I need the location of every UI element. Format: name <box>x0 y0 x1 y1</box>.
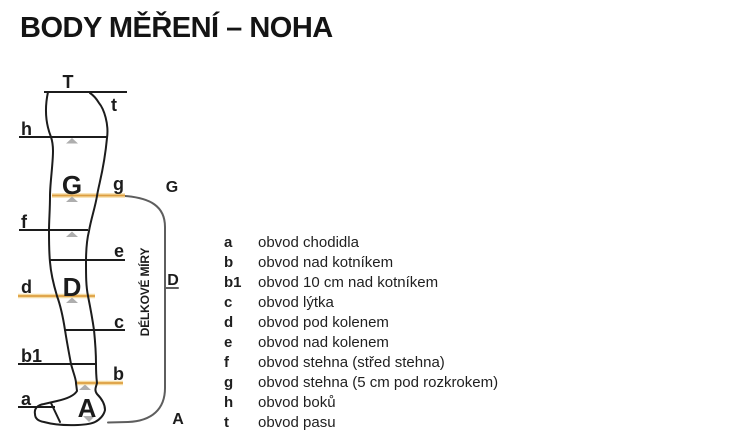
label-f: f <box>21 212 27 232</box>
label-b1: b1 <box>21 346 43 366</box>
legend-text: obvod stehna (střed stehna) <box>258 354 445 371</box>
legend-key: c <box>224 294 233 311</box>
legend-row-e <box>224 333 544 353</box>
legend-key: e <box>224 334 233 351</box>
legend-text: obvod lýtka <box>258 294 334 311</box>
legend-row-f <box>224 353 544 373</box>
legend-key: t <box>224 414 229 431</box>
legend-text: obvod chodidla <box>258 234 359 251</box>
legend-key: a <box>224 234 233 251</box>
marker-triangle-f <box>66 232 78 238</box>
marker-triangle-h <box>66 138 78 144</box>
legend-row-c <box>224 293 544 313</box>
label-t: t <box>111 95 117 115</box>
label-e: e <box>114 241 125 261</box>
label-b: b <box>113 364 124 384</box>
legend-row-t <box>224 413 544 433</box>
legend-key: h <box>224 394 234 411</box>
legend-text: obvod nad kotníkem <box>258 254 394 271</box>
legend-row-d <box>224 313 544 333</box>
label-D-right: D <box>167 272 179 289</box>
legend-text: obvod pod kolenem <box>258 314 389 331</box>
label-g: g <box>113 174 124 194</box>
label-d: d <box>21 277 32 297</box>
legend-text: obvod pasu <box>258 414 336 431</box>
legend-key: b1 <box>224 274 242 291</box>
legend-key: b <box>224 254 234 271</box>
label-T: T <box>62 72 74 92</box>
legend-text: obvod stehna (5 cm pod rozkrokem) <box>258 374 499 391</box>
measurement-legend <box>224 233 544 433</box>
label-h: h <box>21 119 32 139</box>
legend-row-b1 <box>224 273 544 293</box>
marker-triangle-b <box>79 385 91 391</box>
legend-row-h <box>224 393 544 413</box>
legend-row-g <box>224 373 544 393</box>
label-D-big: D <box>62 272 82 302</box>
legend-key: f <box>224 354 229 371</box>
legend-key: g <box>224 374 234 391</box>
page-title: BODY MĚŘENÍ – NOHA <box>20 12 333 44</box>
legend-text: obvod 10 cm nad kotníkem <box>258 274 439 291</box>
legend-row-a <box>224 233 544 253</box>
leg-measurement-diagram <box>0 60 200 441</box>
label-G-big: G <box>61 170 83 200</box>
legend-row-b <box>224 253 544 273</box>
foot-toe-line <box>51 403 60 422</box>
legend-text: obvod nad kolenem <box>258 334 389 351</box>
label-A-right: A <box>172 411 184 428</box>
length-bracket <box>108 196 165 423</box>
label-a: a <box>21 389 32 409</box>
legend-key: d <box>224 314 234 331</box>
length-measures-axis-label: DÉLKOVÉ MÍRY <box>138 247 152 337</box>
legend-text: obvod boků <box>258 394 336 411</box>
label-G-right: G <box>165 179 179 196</box>
label-A-big: A <box>77 393 97 423</box>
label-c: c <box>114 312 125 332</box>
